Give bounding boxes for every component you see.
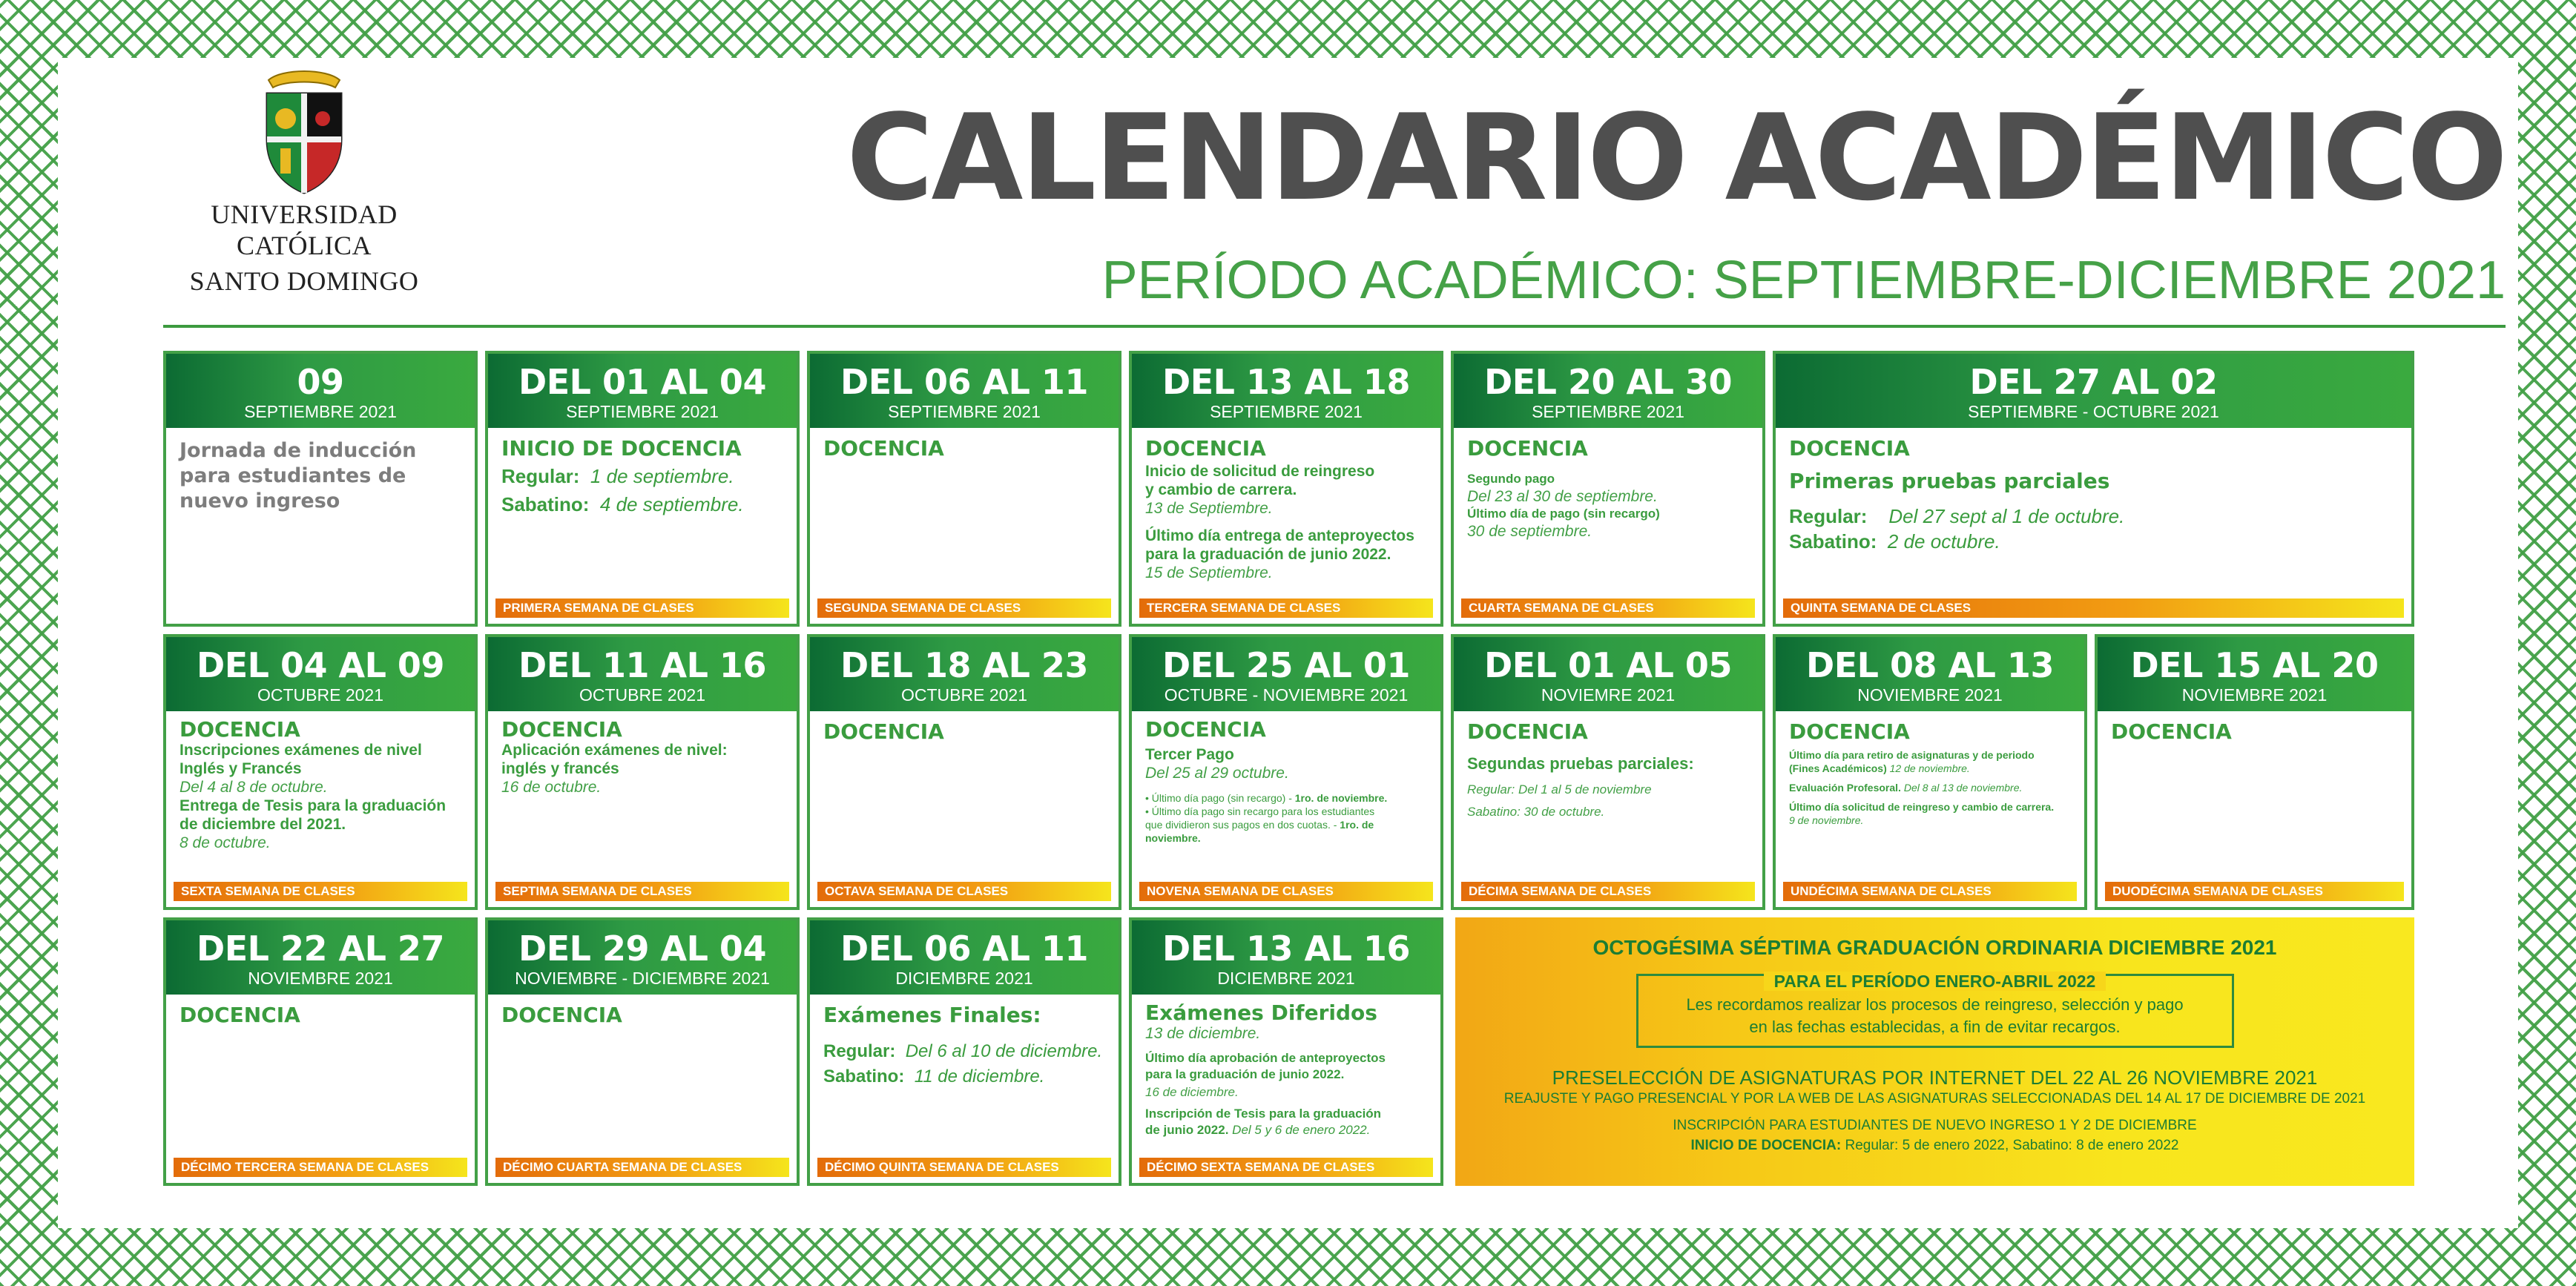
card-month: SEPTIEMBRE 2021 — [244, 402, 397, 421]
card-body — [810, 711, 1119, 745]
card-date: 13 de diciembre. — [1145, 1025, 1261, 1042]
card-note: Último día solicitud de reingreso y cambio de carrera. — [1789, 801, 2055, 813]
card-date-range: DEL 25 AL 01 — [1162, 645, 1410, 685]
card-text: Último día entrega de anteproyectos — [1145, 527, 1414, 544]
card-heading: DOCENCIA — [1145, 717, 1266, 742]
card-heading: DOCENCIA — [179, 717, 300, 742]
card-text: Inscripción de Tesis para la graduación — [1145, 1107, 1382, 1121]
card-body — [2098, 711, 2411, 745]
row-label: Regular: — [823, 1041, 896, 1061]
notice-title: PARA EL PERÍODO ENERO-ABRIL 2022 — [1764, 972, 2106, 991]
university-name-line2: SANTO DOMINGO — [189, 266, 419, 296]
card-header — [810, 354, 1119, 428]
card-text: Entrega de Tesis para la graduación — [179, 797, 447, 814]
card-date: 13 de Septiembre. — [1145, 500, 1273, 517]
card-row — [1789, 529, 2398, 554]
card-date-range: DEL 04 AL 09 — [197, 645, 444, 685]
card-date-range: DEL 15 AL 20 — [2130, 645, 2379, 685]
card-row — [823, 1064, 1105, 1089]
week-label: SEGUNDA SEMANA DE CLASES — [817, 599, 1111, 618]
university-name-line1: UNIVERSIDAD CATÓLICA — [211, 200, 398, 260]
row-label: Regular: — [501, 465, 580, 487]
card-date: 16 de octubre. — [501, 779, 602, 796]
card-row — [823, 1039, 1105, 1064]
card-month: NOVIEMRE 2021 — [1541, 685, 1676, 705]
card-header — [488, 637, 797, 711]
week-label: QUINTA SEMANA DE CLASES — [1783, 599, 2404, 618]
week-label: DÉCIMO TERCERA SEMANA DE CLASES — [174, 1158, 467, 1177]
notice-text: Les recordamos realizar los procesos de reingreso, selección y pago — [1686, 995, 2184, 1014]
calendar-card — [807, 634, 1121, 910]
card-date-range: DEL 13 AL 18 — [1162, 362, 1410, 402]
week-label: SEPTIMA SEMANA DE CLASES — [495, 882, 789, 901]
week-label: DÉCIMO SEXTA SEMANA DE CLASES — [1139, 1158, 1433, 1177]
calendar-card — [1129, 351, 1443, 627]
card-body — [810, 995, 1119, 1089]
card-body — [166, 995, 475, 1029]
card-heading: DOCENCIA — [1789, 436, 1910, 461]
card-body — [1776, 711, 2084, 827]
card-date: Regular: Del 1 al 5 de noviembre — [1467, 782, 1652, 797]
card-body — [488, 995, 797, 1029]
card-text: y cambio de carrera. — [1145, 481, 1297, 498]
card-date-range: DEL 06 AL 11 — [840, 362, 1088, 402]
calendar-card — [807, 917, 1121, 1186]
card-heading: DOCENCIA — [1789, 719, 1910, 744]
card-date-range: DEL 27 AL 02 — [1969, 362, 2218, 402]
card-date-range: 09 — [297, 362, 344, 402]
week-label: UNDÉCIMA SEMANA DE CLASES — [1783, 882, 2077, 901]
panel-preselection: PRESELECCIÓN DE ASIGNATURAS POR INTERNET DEL 22 AL 26 NOVIEMBRE 2021 — [1552, 1066, 2318, 1089]
card-month: NOVIEMBRE - DICIEMBRE 2021 — [515, 969, 770, 988]
notice-text: en las fechas establecidas, a fin de evitar recargos. — [1749, 1018, 2121, 1036]
row-label: Sabatino: — [501, 493, 590, 515]
card-date: Del 25 al 29 octubre. — [1145, 765, 1289, 782]
card-month: SEPTIEMBRE 2021 — [888, 402, 1041, 421]
card-date-range: DEL 08 AL 13 — [1806, 645, 2054, 685]
card-heading: Exámenes Diferidos — [1145, 1000, 1377, 1025]
card-body — [166, 711, 475, 852]
card-month: OCTUBRE - NOVIEMBRE 2021 — [1164, 685, 1409, 705]
card-body — [1132, 711, 1440, 845]
card-heading: DOCENCIA — [2111, 719, 2232, 744]
university-crest-icon — [252, 67, 356, 194]
calendar-card — [2095, 634, 2414, 910]
card-header — [166, 920, 475, 995]
week-label: CUARTA SEMANA DE CLASES — [1461, 599, 1755, 618]
row-label: Regular: — [1789, 505, 1868, 527]
card-month: OCTUBRE 2021 — [900, 685, 1027, 705]
card-header — [1132, 637, 1440, 711]
card-body — [1454, 711, 1762, 823]
card-month: DICIEMBRE 2021 — [1217, 969, 1355, 988]
card-date-range: DEL 06 AL 11 — [840, 929, 1088, 969]
card-text: para estudiantes de — [179, 464, 406, 487]
card-header — [810, 920, 1119, 995]
card-subheading: Primeras pruebas parciales — [1789, 469, 2110, 493]
panel-payment: REAJUSTE Y PAGO PRESENCIAL Y POR LA WEB DE LAS ASIGNATURAS SELECCIONADAS DEL 14 AL 17 DE DICIEMBRE DE 2021 — [1503, 1091, 2366, 1107]
calendar-card — [485, 917, 800, 1186]
page-subtitle: PERÍODO ACADÉMICO: SEPTIEMBRE-DICIEMBRE 2021 — [1101, 251, 2506, 310]
card-text: Inscripciones exámenes de nivel — [179, 742, 422, 759]
panel-enrollment: INSCRIPCIÓN PARA ESTUDIANTES DE NUEVO INGRESO 1 Y 2 DE DICIEMBRE — [1673, 1118, 2197, 1133]
card-note: Evaluación Profesoral. Del 8 al 13 de noviembre. — [1789, 782, 2023, 794]
card-text: Segundo pago — [1467, 472, 1555, 486]
card-date: 30 de septiembre. — [1467, 523, 1592, 540]
row-value: Del 6 al 10 de diciembre. — [905, 1041, 1103, 1061]
row-value: 11 de diciembre. — [914, 1066, 1045, 1086]
card-month: SEPTIEMBRE 2021 — [1532, 402, 1684, 421]
card-date: 8 de octubre. — [179, 834, 271, 851]
card-header — [166, 354, 475, 428]
calendar-card — [1129, 634, 1443, 910]
calendar-card — [485, 351, 800, 627]
card-body — [488, 428, 797, 518]
card-heading: DOCENCIA — [501, 1003, 622, 1027]
card-text: para la graduación de junio 2022. — [1145, 1067, 1345, 1081]
card-date-range: DEL 13 AL 16 — [1162, 929, 1410, 969]
card-date: Del 4 al 8 de octubre. — [179, 779, 328, 796]
row-value: 4 de septiembre. — [599, 493, 744, 515]
card-text: de diciembre del 2021. — [179, 816, 346, 833]
card-text: Inglés y Francés — [179, 760, 302, 777]
card-text: nuevo ingreso — [179, 489, 340, 512]
calendar-card — [163, 634, 478, 910]
card-body — [1776, 428, 2411, 554]
card-heading: DOCENCIA — [1467, 436, 1588, 461]
week-label: PRIMERA SEMANA DE CLASES — [495, 599, 789, 618]
card-header — [488, 354, 797, 428]
week-label: OCTAVA SEMANA DE CLASES — [817, 882, 1111, 901]
card-row — [501, 490, 783, 518]
card-date: Sabatino: 30 de octubre. — [1467, 805, 1605, 819]
card-text: Aplicación exámenes de nivel: — [501, 742, 728, 759]
card-text: Último día de pago (sin recargo) — [1467, 507, 1660, 521]
panel-title: OCTOGÉSIMA SÉPTIMA GRADUACIÓN ORDINARIA DICIEMBRE 2021 — [1592, 936, 2277, 959]
card-heading: Exámenes Finales: — [823, 1003, 1041, 1027]
calendar-card — [1773, 634, 2087, 910]
card-text: Último día aprobación de anteproyectos — [1145, 1051, 1386, 1065]
week-label: NOVENA SEMANA DE CLASES — [1139, 882, 1433, 901]
card-text: Inicio de solicitud de reingreso — [1145, 463, 1375, 480]
card-body — [488, 711, 797, 797]
card-note: • Último día pago sin recargo para los estudiantes — [1145, 805, 1375, 817]
card-heading: DOCENCIA — [823, 436, 944, 461]
card-heading: DOCENCIA — [823, 719, 944, 744]
card-month: OCTUBRE 2021 — [257, 685, 383, 705]
card-note: (Fines Académicos) 12 de noviembre. — [1789, 762, 1970, 774]
card-date: 15 de Septiembre. — [1145, 564, 1273, 581]
card-heading: DOCENCIA — [1145, 436, 1266, 461]
card-header — [1132, 354, 1440, 428]
page-title: CALENDARIO ACADÉMICO — [846, 88, 2506, 227]
card-header — [810, 637, 1119, 711]
card-header — [166, 637, 475, 711]
card-row — [1789, 504, 2398, 529]
card-date: 16 de diciembre. — [1145, 1085, 1239, 1099]
info-panel — [1455, 917, 2414, 1186]
row-label: Sabatino: — [1789, 530, 1877, 553]
card-date-range: DEL 11 AL 16 — [518, 645, 766, 685]
card-text: Segundas pruebas parciales: — [1467, 754, 1694, 773]
row-value: Del 27 sept al 1 de octubre. — [1888, 505, 2125, 527]
card-heading: INICIO DE DOCENCIA — [501, 436, 742, 461]
card-month: SEPTIEMBRE 2021 — [1210, 402, 1363, 421]
card-text: Jornada de inducción — [179, 439, 417, 462]
card-body — [1132, 428, 1440, 582]
card-text: para la graduación de junio 2022. — [1145, 546, 1391, 563]
calendar-card — [1773, 351, 2414, 627]
calendar-card — [807, 351, 1121, 627]
card-month: NOVIEMBRE 2021 — [248, 969, 393, 988]
panel-start: INICIO DE DOCENCIA: Regular: 5 de enero 2022, Sabatino: 8 de enero 2022 — [1690, 1138, 2179, 1153]
card-body — [1454, 428, 1762, 541]
calendar-card — [485, 634, 800, 910]
card-date-range: DEL 01 AL 04 — [518, 362, 766, 402]
week-label: DÉCIMO QUINTA SEMANA DE CLASES — [817, 1158, 1111, 1177]
card-note: que dividieron sus pagos en dos cuotas. - 1ro. de noviembre. — [1145, 819, 1374, 844]
card-row — [501, 462, 783, 490]
calendar-card — [1129, 917, 1443, 1186]
card-month: SEPTIEMBRE - OCTUBRE 2021 — [1968, 402, 2219, 421]
card-text: inglés y francés — [501, 760, 619, 777]
panel-notice-box — [1636, 974, 2234, 1048]
card-header — [1454, 354, 1762, 428]
card-month: DICIEMBRE 2021 — [895, 969, 1033, 988]
week-label: SEXTA SEMANA DE CLASES — [174, 882, 467, 901]
card-heading: DOCENCIA — [179, 1003, 300, 1027]
week-label: TERCERA SEMANA DE CLASES — [1139, 599, 1433, 618]
card-date-range: DEL 18 AL 23 — [840, 645, 1088, 685]
calendar-card — [1451, 634, 1765, 910]
card-header — [1132, 920, 1440, 995]
card-date-range: DEL 29 AL 04 — [518, 929, 766, 969]
card-date-range: DEL 22 AL 27 — [197, 929, 444, 969]
week-label: DÉCIMO CUARTA SEMANA DE CLASES — [495, 1158, 789, 1177]
card-note: 9 de noviembre. — [1789, 814, 1864, 826]
university-logo — [148, 67, 460, 297]
card-date-range: DEL 01 AL 05 — [1484, 645, 1732, 685]
card-date-range: DEL 20 AL 30 — [1484, 362, 1732, 402]
card-month: OCTUBRE 2021 — [579, 685, 705, 705]
row-value: 1 de septiembre. — [590, 465, 734, 487]
week-label: DÉCIMA SEMANA DE CLASES — [1461, 882, 1755, 901]
row-value: 2 de octubre. — [1887, 530, 2000, 553]
card-heading: DOCENCIA — [1467, 719, 1588, 744]
card-heading: DOCENCIA — [501, 717, 622, 742]
calendar-card — [163, 917, 478, 1186]
row-label: Sabatino: — [823, 1066, 905, 1086]
week-label: DUODÉCIMA SEMANA DE CLASES — [2105, 882, 2404, 901]
card-body — [810, 428, 1119, 462]
card-note: • Último día pago (sin recargo) - 1ro. de noviembre. — [1145, 792, 1388, 804]
card-body — [166, 428, 475, 514]
calendar-card — [1451, 351, 1765, 627]
card-month: SEPTIEMBRE 2021 — [566, 402, 719, 421]
card-header — [1454, 637, 1762, 711]
card-date: Del 23 al 30 de septiembre. — [1467, 488, 1658, 505]
card-body — [1132, 995, 1440, 1138]
card-note: Último día para retiro de asignaturas y de periodo — [1789, 749, 2035, 761]
card-header — [2098, 637, 2411, 711]
calendar-card — [163, 351, 478, 627]
card-header — [1776, 637, 2084, 711]
card-text: de junio 2022. Del 5 y 6 de enero 2022. — [1145, 1123, 1371, 1137]
card-header — [488, 920, 797, 995]
card-text: Tercer Pago — [1145, 746, 1234, 763]
card-header — [1776, 354, 2411, 428]
card-month: NOVIEMBRE 2021 — [1857, 685, 2003, 705]
title-divider — [163, 325, 2506, 328]
card-month: NOVIEMBRE 2021 — [2181, 685, 2328, 705]
